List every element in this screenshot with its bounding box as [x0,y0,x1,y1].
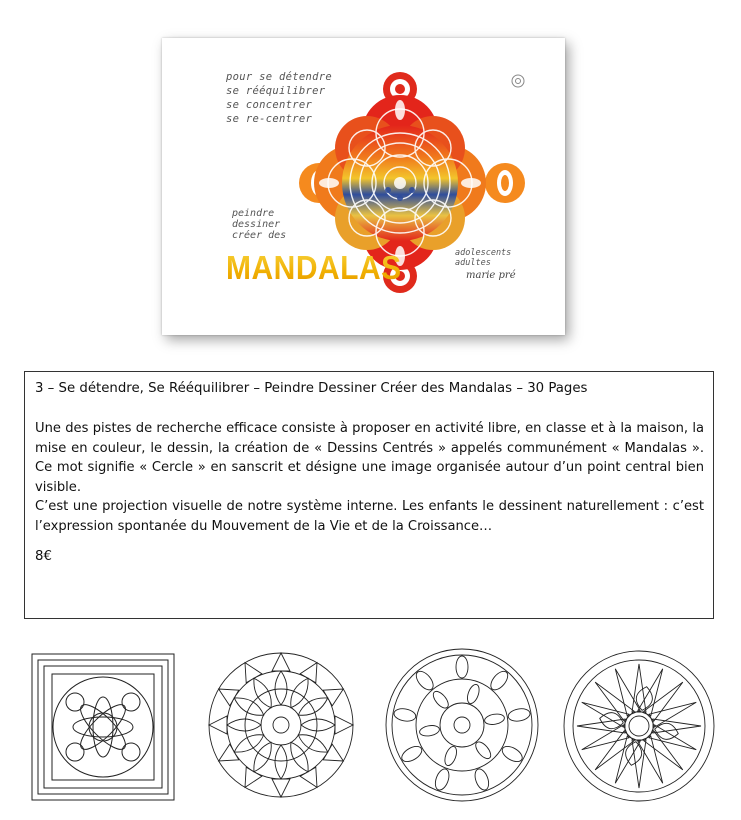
book-cover [162,38,565,335]
geometric-petal-mandala-icon [207,645,355,805]
audience-line: adultes [455,258,491,268]
mandala-illustration [162,38,565,335]
subtitle-line: dessiner [232,219,281,230]
publisher-logo-icon [512,75,524,87]
star-flower-mandala-icon [562,647,716,805]
subtitle-line: peindre [232,208,275,219]
tagline-line: se concentrer [226,99,313,111]
description-paragraph: C’est une projection visuelle de notre système interne. Les enfants le dessinent naturellement : c’est l’expression spontanée du Mouvement de la Vie et de la Croissance… [35,499,704,534]
tagline-line: se re-centrer [226,113,313,125]
cover-tagline [226,70,332,126]
right-ornament [485,163,525,203]
subtitle-line: créer des [232,230,287,241]
mandala-body [314,95,486,270]
tagline-line: pour se détendre [226,71,332,83]
cover-title: MANDALAS [226,250,402,287]
square-floral-mandala-icon [30,652,176,802]
product-description-box [24,371,714,619]
tagline-line: se rééquilibrer [226,85,326,97]
description-paragraph: Une des pistes de recherche efficace consiste à proposer en activité libre, en classe et à la maison, la mise en couleur, le dessin, la création de « Dessins Centrés » appelés communément « Mandalas ». Ce mot signifie « Cercle » en sanscrit et désigne une image organisée autour d’un point central bien visible. [35,421,704,495]
cover-audience [455,248,511,268]
product-title: 3 – Se détendre, Se Rééquilibrer – Peindre Dessiner Créer des Mandalas – 30 Pages [35,381,588,396]
leafy-round-mandala-icon [383,643,541,807]
product-price: 8€ [35,549,52,564]
cover-subtitle [232,208,286,241]
audience-line: adolescents [455,248,512,258]
author-signature: marie pré [466,270,516,281]
